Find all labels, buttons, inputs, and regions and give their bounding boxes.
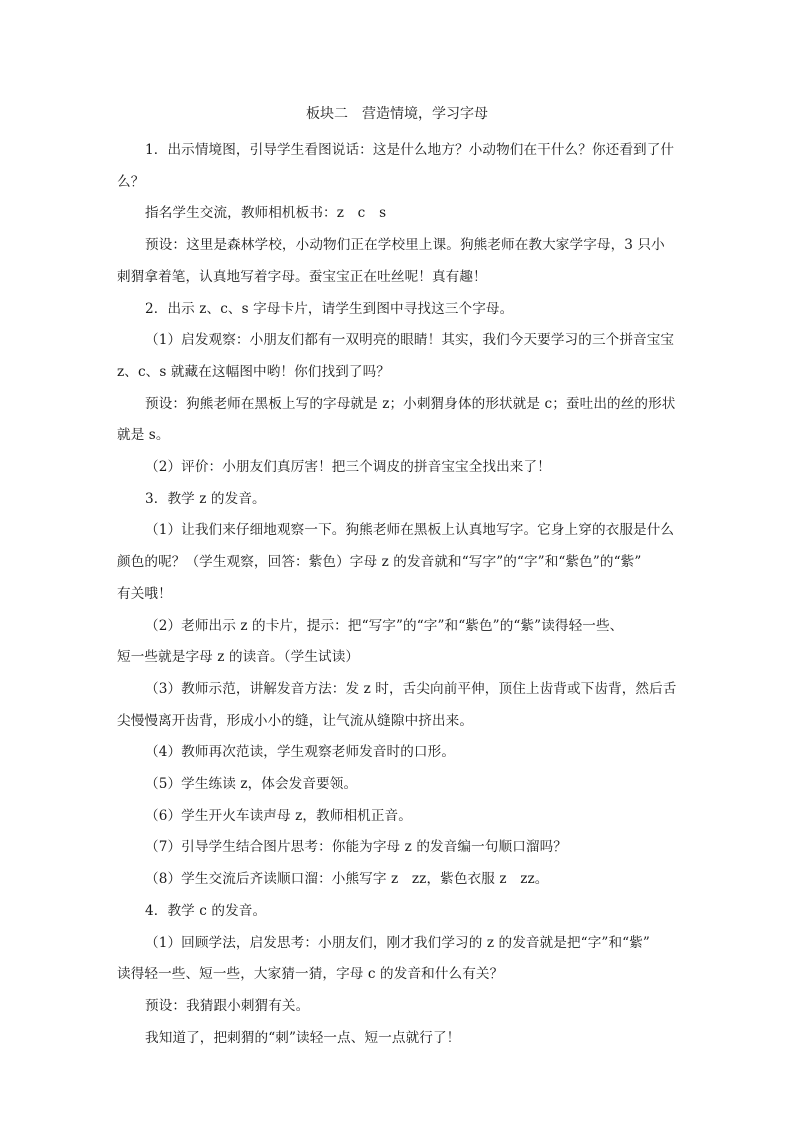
paragraph-line: 预设：我猜跟小刺猬有关。: [145, 997, 310, 1014]
paragraph-line: （3）教师示范，讲解发音方法：发 z 时，舌尖向前平伸，顶住上齿背或下齿背，然后舌: [145, 680, 677, 697]
paragraph: [117, 294, 683, 326]
section-title: 板块二 营造情境，学习字母: [306, 106, 488, 122]
paragraph-line: （1）让我们来仔细地观察一下。狗熊老师在黑板上认真地写字。它身上穿的衣服是什么: [145, 522, 675, 539]
paragraph-line: （2）老师出示 z 的卡片，提示：把“写字”的“字”和“紫色”的“紫”读得轻一些、: [145, 617, 624, 634]
paragraph-line: （6）学生开火车读声母 z，教师相机正音。: [145, 807, 412, 824]
paragraph: [117, 515, 683, 610]
paragraph: [117, 135, 683, 198]
paragraph-line: （1）回顾学法，启发思考：小朋友们，刚才我们学习的 z 的发音就是把“字”和“紫”: [145, 934, 650, 951]
paragraph-line: 2．出示 z、c、s 字母卡片，请学生到图中寻找这三个字母。: [145, 300, 514, 317]
paragraph: [117, 325, 683, 388]
paragraph: [117, 1023, 683, 1055]
paragraph-line: 么？: [117, 173, 145, 190]
paragraph-line: 就是 s。: [117, 427, 170, 444]
paragraph-line: 1．出示情境图，引导学生看图说话：这是什么地方？小动物们在干什么？你还看到了什: [145, 142, 675, 158]
paragraph: [117, 389, 683, 452]
paragraph: [117, 198, 683, 230]
paragraph-line: 读得轻一些、短一些，大家猜一猜，字母 c 的发音和什么有关？: [117, 966, 504, 983]
paragraph: [117, 832, 683, 864]
paragraph-line: 我知道了，把刺猬的“刺”读轻一点、短一点就行了！: [145, 1029, 461, 1046]
paragraph-line: 颜色的呢？（学生观察，回答：紫色）字母 z 的发音就和“写字”的“字”和“紫色”的“紫”: [117, 554, 642, 571]
paragraph-line: （5）学生练读 z，体会发音要领。: [145, 776, 358, 793]
document-body: [117, 135, 683, 1054]
paragraph-line: 指名学生交流，教师相机板书：z c s: [145, 205, 387, 222]
paragraph: [117, 801, 683, 833]
paragraph: [117, 737, 683, 769]
paragraph-line: 刺猬拿着笔，认真地写着字母。蚕宝宝正在吐丝呢！真有趣！: [117, 268, 487, 285]
paragraph: [117, 484, 683, 516]
paragraph-line: （4）教师再次范读，学生观察老师发音时的口形。: [145, 744, 456, 761]
paragraph: [117, 230, 683, 293]
paragraph: [117, 991, 683, 1023]
paragraph: [117, 928, 683, 991]
paragraph-line: 尖慢慢离开齿背，形成小小的缝，让气流从缝隙中挤出来。: [117, 712, 474, 729]
paragraph-line: （1）启发观察：小朋友们都有一双明亮的眼睛！其实，我们今天要学习的三个拼音宝宝: [145, 332, 675, 349]
paragraph-line: （2）评价：小朋友们真厉害！把三个调皮的拼音宝宝全找出来了！: [145, 459, 551, 476]
paragraph: [117, 452, 683, 484]
paragraph-line: 预设：狗熊老师在黑板上写的字母就是 z；小刺猬身体的形状就是 c；蚕吐出的丝的形状: [145, 395, 676, 412]
paragraph-line: 短一些就是字母 z 的读音。（学生试读）: [117, 649, 360, 666]
paragraph-line: 4．教学 c 的发音。: [145, 902, 267, 919]
paragraph-line: 预设：这里是森林学校，小动物们正在学校里上课。狗熊老师在教大家学字母，3 只小: [145, 237, 665, 254]
paragraph-line: 有关哦！: [117, 585, 172, 602]
paragraph-line: z、c、s 就藏在这幅图中哟！你们找到了吗？: [117, 363, 390, 380]
paragraph-line: （8）学生交流后齐读顺口溜：小熊写字 z zz，紫色衣服 z zz。: [145, 871, 549, 888]
paragraph: [117, 674, 683, 737]
paragraph-line: （7）引导学生结合图片思考：你能为字母 z 的发音编一句顺口溜吗？: [145, 839, 567, 856]
paragraph: [117, 864, 683, 896]
paragraph: [117, 769, 683, 801]
paragraph: [117, 896, 683, 928]
paragraph-line: 3．教学 z 的发音。: [145, 490, 266, 507]
paragraph: [117, 611, 683, 674]
